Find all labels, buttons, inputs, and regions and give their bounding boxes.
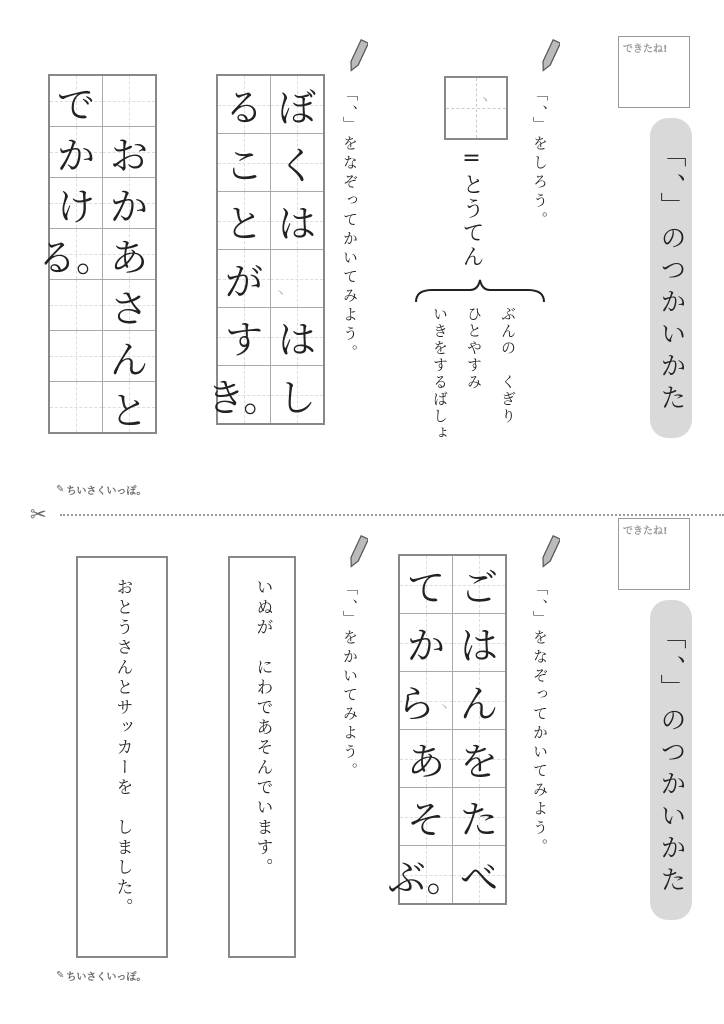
grid-cell[interactable]: は: [453, 613, 505, 671]
grid-cell[interactable]: さ: [103, 279, 155, 330]
sentence-1: いぬが にわであそんでいます。: [252, 578, 273, 878]
grid-cell[interactable]: か: [50, 126, 102, 177]
definition-text: =とうてん: [459, 146, 484, 269]
cut-line: [60, 514, 724, 516]
grid-column: [206, 76, 282, 423]
grid-cell-trace[interactable]: ら 、: [400, 671, 452, 729]
grid-cell[interactable]: ぶ。: [400, 845, 452, 903]
grid-cell[interactable]: そ: [400, 787, 452, 845]
pencil-icon: ✎: [56, 970, 65, 981]
grid-cell[interactable]: ご: [453, 556, 505, 613]
grid-cell[interactable]: [50, 279, 102, 330]
writing-box-2[interactable]: [76, 556, 168, 958]
done-stamp-box-top[interactable]: [618, 36, 690, 108]
grid-cell[interactable]: は: [271, 307, 323, 365]
writing-box-1[interactable]: [228, 556, 296, 958]
brand-logo-bottom: [56, 968, 146, 983]
pencil-icon: [348, 38, 368, 74]
grid-column: [387, 556, 465, 903]
grid-cell[interactable]: か: [400, 613, 452, 671]
grid-cell[interactable]: あ: [400, 729, 452, 787]
grid-cell[interactable]: し: [271, 365, 323, 423]
definition-note-1: ぶんの くぎり: [499, 306, 517, 425]
grid-cell[interactable]: で: [50, 76, 102, 126]
grid-cell[interactable]: あ: [103, 228, 155, 279]
grid-cell[interactable]: が: [218, 249, 270, 307]
page-title-top: [650, 118, 692, 438]
trace-grid-3: [387, 554, 507, 905]
curly-brace: [412, 276, 548, 304]
grid-cell[interactable]: ぼ: [271, 76, 323, 133]
definition-note-2: ひとやすみ: [465, 306, 483, 391]
grid-column: [38, 76, 115, 432]
write-instruction-bottom: 「、」をかいてみよう。: [341, 580, 359, 782]
grid-cell[interactable]: [50, 381, 102, 432]
scissors-icon: ✂: [30, 502, 47, 526]
grid-cell[interactable]: て: [400, 556, 452, 613]
trace-grid-2: [38, 74, 157, 434]
grid-cell[interactable]: ん: [103, 330, 155, 381]
grid-cell[interactable]: け: [50, 177, 102, 228]
pencil-icon: ✎: [56, 484, 65, 495]
done-label: できたね!: [623, 526, 668, 537]
brand-logo-top: [56, 482, 146, 497]
pencil-icon: [348, 534, 368, 570]
grid-cell[interactable]: る: [218, 76, 270, 133]
grid-cell[interactable]: た: [453, 787, 505, 845]
grid-cell[interactable]: を: [453, 729, 505, 787]
sentence-2: おとうさんとサッカーを しました。: [112, 578, 133, 918]
trace-grid-1: [206, 74, 325, 425]
title-text: 「、」のつかいかた: [656, 140, 686, 416]
done-stamp-box-bottom[interactable]: [618, 518, 690, 590]
grid-cell[interactable]: [50, 330, 102, 381]
grid-cell[interactable]: お: [103, 126, 155, 177]
grid-cell[interactable]: る。: [50, 228, 102, 279]
grid-cell[interactable]: ん: [453, 671, 505, 729]
grid-cell[interactable]: と: [103, 381, 155, 432]
grid-cell[interactable]: く: [271, 133, 323, 191]
done-label: できたね!: [623, 44, 668, 55]
page-title-bottom: [650, 600, 692, 920]
intro-instruction: 「、」をしろう。: [531, 86, 549, 231]
grid-cell[interactable]: こ: [218, 133, 270, 191]
trace-instruction-top: 「、」をなぞってかいてみよう。: [341, 86, 359, 364]
grid-cell-trace[interactable]: [103, 76, 155, 126]
comma-sample-box: 、: [444, 76, 508, 140]
pencil-icon: [540, 38, 560, 74]
grid-cell[interactable]: き。: [218, 365, 270, 423]
grid-cell-trace[interactable]: 、: [271, 249, 323, 307]
grid-cell[interactable]: か: [103, 177, 155, 228]
grid-cell[interactable]: と: [218, 191, 270, 249]
grid-cell[interactable]: は: [271, 191, 323, 249]
logo-text: ちいさくいっぽ。: [66, 972, 147, 983]
definition-note-3: いきをするばしょ: [431, 306, 449, 442]
pencil-icon: [540, 534, 560, 570]
title-text: 「、」のつかいかた: [656, 622, 686, 898]
trace-instruction-bottom: 「、」をなぞってかいてみよう。: [531, 580, 549, 858]
grid-cell[interactable]: べ: [453, 845, 505, 903]
logo-text: ちいさくいっぽ。: [66, 486, 147, 497]
grid-cell[interactable]: す: [218, 307, 270, 365]
